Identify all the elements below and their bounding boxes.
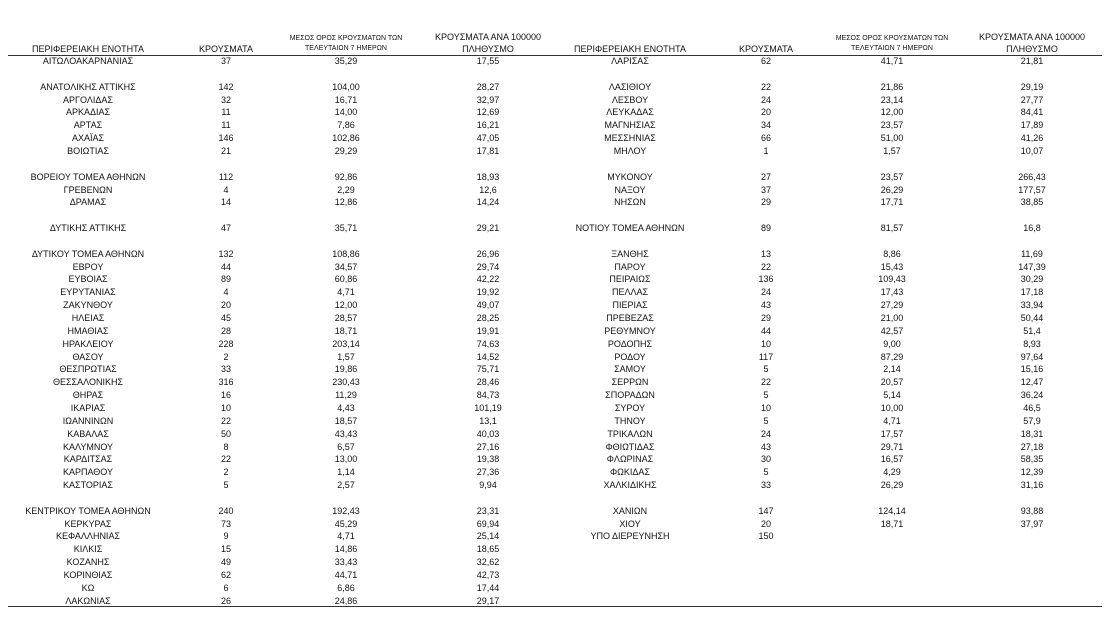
left-avg-cell: 1,14 [337, 467, 355, 478]
right-per-cell: 38,85 [1020, 197, 1044, 208]
right-avg-cell: 26,29 [880, 184, 904, 195]
left-region-cell: ΙΚΑΡΙΑΣ [70, 402, 106, 413]
right-avg-cell: 5,14 [883, 390, 901, 401]
right-region-cell: ΦΩΚΙΔΑΣ [610, 467, 650, 478]
right-cases-cell: 24 [760, 428, 771, 439]
left-region-cell: ΓΡΕΒΕΝΩΝ [63, 184, 113, 195]
left-avg-cell: 14,00 [334, 107, 358, 118]
right-avg-cell: 9,00 [883, 338, 901, 349]
left-per-cell: 75,71 [476, 364, 500, 375]
left-avg-cell: 19,86 [334, 364, 358, 375]
right-cases-cell: 29 [760, 313, 771, 323]
right-avg-cell: 4,29 [883, 467, 901, 478]
left-cases-cell: 50 [220, 428, 231, 439]
right-per-cell: 12,47 [1020, 377, 1044, 388]
right-cases-cell: 34 [760, 120, 771, 131]
left-per-cell: 18,65 [476, 544, 500, 555]
right-cases-cell: 1 [763, 145, 769, 156]
left-cases-cell: 11 [221, 107, 231, 118]
left-region-cell: ΑΙΤΩΛΟΑΚΑΡΝΑΝΙΑΣ [42, 56, 134, 66]
right-region-cell: ΝΟΤΙΟΥ ΤΟΜΕΑ ΑΘΗΝΩΝ [575, 223, 685, 234]
left-avg-cell: 104,00 [332, 81, 360, 92]
right-cases-cell: 27 [760, 171, 771, 182]
left-region-cell: ΑΡΓΟΛΙΔΑΣ [63, 94, 113, 105]
header-per-right-line1: ΚΡΟΥΣΜΑΤΑ ΑΝΑ 100000 [979, 32, 1085, 42]
right-avg-cell: 27,29 [880, 300, 904, 311]
left-region-cell: ΛΑΚΩΝΙΑΣ [65, 595, 111, 606]
right-avg-cell: 20,57 [880, 377, 904, 388]
right-region-cell: ΣΠΟΡΑΔΩΝ [605, 390, 655, 401]
left-region-cell: ΑΧΑΪΑΣ [71, 133, 105, 144]
left-cases-cell: 240 [218, 505, 234, 516]
left-per-cell: 19,38 [476, 454, 500, 465]
right-avg-cell: 21,86 [880, 81, 904, 92]
right-cases-cell: 5 [763, 364, 769, 375]
right-cases-cell: 22 [760, 377, 771, 388]
left-cases-cell: 33 [220, 364, 231, 375]
left-cases-cell: 2 [223, 351, 229, 362]
right-per-cell: 58,35 [1020, 454, 1044, 465]
right-cases-cell: 13 [760, 248, 771, 259]
left-cases-cell: 112 [218, 171, 234, 182]
left-region-cell: ΘΕΣΠΡΩΤΙΑΣ [59, 364, 117, 375]
right-region-cell: ΡΕΘΥΜΝΟΥ [604, 325, 656, 336]
left-per-cell: 25,14 [476, 531, 500, 542]
left-avg-cell: 18,57 [334, 415, 358, 426]
header-avg-right-line1: ΜΕΣΟΣ ΟΡΟΣ ΚΡΟΥΣΜΑΤΩΝ ΤΩΝ [835, 35, 949, 42]
left-per-cell: 23,31 [476, 505, 500, 516]
right-region-cell: ΛΕΣΒΟΥ [611, 94, 649, 105]
left-avg-cell: 18,71 [334, 325, 358, 336]
header-per-left-line1: ΚΡΟΥΣΜΑΤΑ ΑΝΑ 100000 [435, 32, 541, 42]
right-per-cell: 17,89 [1020, 120, 1044, 131]
right-cases-cell: 44 [760, 325, 771, 336]
right-per-cell: 97,64 [1020, 351, 1044, 362]
right-region-cell: ΜΗΛΟΥ [613, 145, 647, 156]
left-cases-cell: 89 [220, 274, 231, 285]
right-avg-cell: 23,57 [880, 120, 904, 131]
left-per-cell: 12,6 [479, 184, 497, 195]
left-per-cell: 13,1 [479, 415, 497, 426]
header-region-right: ΠΕΡΙΦΕΡΕΙΑΚΗ ΕΝΟΤΗΤΑ [573, 44, 687, 54]
left-per-cell: 28,25 [476, 313, 500, 323]
right-cases-cell: 117 [758, 351, 774, 362]
header-cases-right: ΚΡΟΥΣΜΑΤΑ [739, 44, 793, 54]
left-region-cell: ΑΡΚΑΔΙΑΣ [65, 107, 111, 118]
right-per-cell: 17,18 [1020, 287, 1044, 298]
left-avg-cell: 2,57 [337, 480, 355, 491]
left-region-cell: ΗΛΕΙΑΣ [71, 313, 105, 323]
left-cases-cell: 20 [220, 300, 231, 311]
left-per-cell: 29,21 [476, 223, 500, 234]
header-per-right-line2: ΠΛΗΘΥΣΜΟ [1006, 44, 1058, 54]
header-avg-right-line2: ΤΕΛΕΥΤΑΙΩΝ 7 ΗΜΕΡΩΝ [851, 45, 933, 52]
right-avg-cell: 42,57 [880, 325, 904, 336]
right-per-cell: 36,24 [1020, 390, 1044, 401]
right-avg-cell: 12,00 [880, 107, 904, 118]
left-cases-cell: 5 [223, 480, 229, 491]
left-per-cell: 14,24 [476, 197, 500, 208]
left-cases-cell: 4 [223, 287, 229, 298]
right-region-cell: ΜΑΓΝΗΣΙΑΣ [604, 120, 656, 131]
left-region-cell: ΒΟΡΕΙΟΥ ΤΟΜΕΑ ΑΘΗΝΩΝ [30, 171, 146, 182]
right-cases-cell: 22 [760, 81, 771, 92]
left-region-cell: ΚΟΖΑΝΗΣ [66, 557, 110, 568]
right-avg-cell: 26,29 [880, 480, 904, 491]
left-avg-cell: 28,57 [334, 313, 358, 323]
left-cases-cell: 14 [220, 197, 231, 208]
left-region-cell: ΕΥΒΟΙΑΣ [68, 274, 108, 285]
left-per-cell: 16,21 [476, 120, 500, 131]
left-avg-cell: 6,57 [337, 441, 355, 452]
right-region-cell: ΤΡΙΚΑΛΩΝ [607, 428, 653, 439]
right-per-cell: 21,81 [1020, 56, 1044, 66]
left-cases-cell: 26 [220, 595, 231, 606]
left-region-cell: ΘΗΡΑΣ [72, 390, 104, 401]
right-per-cell: 93,88 [1020, 505, 1044, 516]
left-per-cell: 69,94 [476, 518, 500, 529]
right-avg-cell: 17,57 [880, 428, 904, 439]
left-avg-cell: 108,86 [332, 248, 360, 259]
right-region-cell: ΠΕΛΛΑΣ [611, 287, 649, 298]
left-cases-cell: 146 [218, 133, 234, 144]
left-cases-cell: 44 [220, 261, 231, 272]
left-region-cell: ΚΑΛΥΜΝΟΥ [62, 441, 114, 452]
left-per-cell: 9,94 [479, 480, 497, 491]
right-avg-cell: 2,14 [883, 364, 901, 375]
right-cases-cell: 43 [760, 441, 771, 452]
left-region-cell: ΒΟΙΩΤΙΑΣ [67, 145, 109, 156]
right-per-cell: 29,19 [1020, 81, 1044, 92]
left-region-cell: ΚΑΡΔΙΤΣΑΣ [63, 454, 113, 465]
left-avg-cell: 11,29 [335, 390, 357, 401]
left-cases-cell: 9 [223, 531, 229, 542]
right-avg-cell: 81,57 [880, 223, 904, 234]
left-avg-cell: 29,29 [334, 145, 358, 156]
right-per-cell: 27,18 [1020, 441, 1044, 452]
right-cases-cell: 30 [760, 454, 771, 465]
left-avg-cell: 12,00 [334, 300, 358, 311]
right-per-cell: 50,44 [1020, 313, 1044, 323]
right-avg-cell: 23,14 [880, 94, 904, 105]
right-region-cell: ΤΗΝΟΥ [614, 415, 646, 426]
left-region-cell: ΕΒΡΟΥ [72, 261, 104, 272]
right-region-cell: ΧΑΝΙΩΝ [612, 505, 648, 516]
right-avg-cell: 23,57 [880, 171, 904, 182]
left-cases-cell: 6 [223, 582, 229, 593]
left-avg-cell: 230,43 [332, 377, 360, 388]
right-avg-cell: 17,71 [880, 197, 904, 208]
right-per-cell: 147,39 [1018, 261, 1046, 272]
right-per-cell: 30,29 [1020, 274, 1044, 285]
right-region-cell: ΠΑΡΟΥ [614, 261, 646, 272]
left-per-cell: 27,16 [476, 441, 500, 452]
left-per-cell: 32,97 [476, 94, 500, 105]
right-cases-cell: 10 [760, 402, 771, 413]
right-per-cell: 27,77 [1020, 94, 1044, 105]
left-region-cell: ΔΡΑΜΑΣ [69, 197, 107, 208]
right-cases-cell: 22 [760, 261, 771, 272]
header-avg-left-line2: ΤΕΛΕΥΤΑΙΩΝ 7 ΗΜΕΡΩΝ [305, 45, 387, 52]
left-avg-cell: 7,86 [337, 120, 355, 131]
left-region-cell: ΘΑΣΟΥ [72, 351, 104, 362]
right-avg-cell: 1,57 [883, 145, 901, 156]
right-avg-cell: 17,43 [880, 287, 904, 298]
left-avg-cell: 14,86 [334, 544, 358, 555]
left-per-cell: 47,05 [476, 133, 500, 144]
right-per-cell: 46,5 [1023, 402, 1041, 413]
right-cases-cell: 62 [760, 56, 771, 66]
right-cases-cell: 33 [760, 480, 771, 491]
left-avg-cell: 34,57 [334, 261, 358, 272]
right-cases-cell: 66 [760, 133, 771, 144]
right-per-cell: 84,41 [1020, 107, 1044, 118]
right-region-cell: ΣΑΜΟΥ [614, 364, 646, 375]
right-cases-cell: 29 [760, 197, 771, 208]
left-per-cell: 28,27 [476, 81, 500, 92]
right-region-cell: ΡΟΔΟΥ [614, 351, 646, 362]
right-per-cell: 11,69 [1021, 248, 1043, 259]
left-avg-cell: 203,14 [332, 338, 360, 349]
right-region-cell: ΧΙΟΥ [619, 518, 641, 529]
left-region-cell: ΗΜΑΘΙΑΣ [67, 325, 109, 336]
left-avg-cell: 44,71 [334, 570, 358, 580]
left-cases-cell: 49 [220, 557, 231, 568]
right-per-cell: 266,43 [1018, 171, 1046, 182]
right-cases-cell: 10 [760, 338, 771, 349]
right-cases-cell: 136 [758, 274, 774, 285]
right-per-cell: 8,93 [1023, 338, 1041, 349]
left-region-cell: ΚΕΡΚΥΡΑΣ [64, 518, 112, 529]
right-region-cell: ΠΡΕΒΕΖΑΣ [606, 313, 654, 323]
left-cases-cell: 132 [218, 248, 234, 259]
left-cases-cell: 142 [218, 81, 234, 92]
left-per-cell: 101,19 [474, 402, 502, 413]
right-cases-cell: 20 [760, 107, 771, 118]
left-per-cell: 29,74 [476, 261, 500, 272]
right-avg-cell: 41,71 [880, 56, 904, 66]
left-per-cell: 29,17 [476, 595, 500, 606]
left-per-cell: 42,22 [476, 274, 500, 285]
right-avg-cell: 8,86 [883, 248, 901, 259]
left-cases-cell: 47 [220, 223, 231, 234]
left-per-cell: 26,96 [476, 248, 500, 259]
right-avg-cell: 87,29 [880, 351, 904, 362]
left-per-cell: 40,03 [476, 428, 500, 439]
left-region-cell: ΚΕΝΤΡΙΚΟΥ ΤΟΜΕΑ ΑΘΗΝΩΝ [25, 505, 151, 516]
right-cases-cell: 20 [760, 518, 771, 529]
right-region-cell: ΛΑΣΙΘΙΟΥ [608, 81, 652, 92]
left-avg-cell: 6,86 [337, 582, 355, 593]
left-avg-cell: 45,29 [334, 518, 358, 529]
right-region-cell: ΡΟΔΟΠΗΣ [607, 338, 653, 349]
right-per-cell: 10,07 [1020, 145, 1044, 156]
left-avg-cell: 92,86 [334, 171, 358, 182]
right-cases-cell: 5 [763, 390, 769, 401]
left-cases-cell: 73 [220, 518, 231, 529]
right-avg-cell: 18,71 [880, 518, 904, 529]
right-cases-cell: 43 [760, 300, 771, 311]
left-cases-cell: 32 [220, 94, 231, 105]
right-cases-cell: 5 [763, 415, 769, 426]
left-avg-cell: 35,29 [334, 56, 358, 66]
left-cases-cell: 22 [220, 415, 231, 426]
left-per-cell: 17,81 [476, 145, 500, 156]
header-cases-left: ΚΡΟΥΣΜΑΤΑ [199, 44, 253, 54]
right-cases-cell: 24 [760, 94, 771, 105]
right-avg-cell: 29,71 [880, 441, 904, 452]
left-avg-cell: 12,86 [334, 197, 358, 208]
left-avg-cell: 35,71 [334, 223, 358, 234]
right-per-cell: 18,31 [1020, 428, 1044, 439]
left-per-cell: 19,91 [476, 325, 500, 336]
left-cases-cell: 28 [220, 325, 231, 336]
right-region-cell: ΣΥΡΟΥ [614, 402, 646, 413]
right-cases-cell: 5 [763, 467, 769, 478]
right-region-cell: ΜΥΚΟΝΟΥ [607, 171, 653, 182]
left-per-cell: 84,73 [476, 390, 500, 401]
right-region-cell: ΣΕΡΡΩΝ [611, 377, 649, 388]
right-region-cell: ΦΛΩΡΙΝΑΣ [606, 454, 654, 465]
right-avg-cell: 16,57 [880, 454, 904, 465]
right-cases-cell: 89 [760, 223, 771, 234]
right-per-cell: 33,94 [1020, 300, 1044, 311]
right-per-cell: 57,9 [1023, 415, 1041, 426]
right-per-cell: 12,39 [1020, 467, 1044, 478]
right-per-cell: 16,8 [1023, 223, 1041, 234]
left-cases-cell: 22 [220, 454, 231, 465]
right-region-cell: ΞΑΝΘΗΣ [611, 248, 649, 259]
right-avg-cell: 124,14 [878, 505, 906, 516]
left-region-cell: ΙΩΑΝΝΙΝΩΝ [62, 415, 114, 426]
right-per-cell: 15,16 [1020, 364, 1044, 375]
left-avg-cell: 13,00 [334, 454, 358, 465]
left-avg-cell: 1,57 [337, 351, 355, 362]
left-region-cell: ΖΑΚΥΝΘΟΥ [63, 300, 113, 311]
left-avg-cell: 102,86 [332, 133, 360, 144]
right-region-cell: ΦΘΙΩΤΙΔΑΣ [605, 441, 655, 452]
right-avg-cell: 51,00 [880, 133, 904, 144]
left-per-cell: 18,93 [476, 171, 500, 182]
right-region-cell: ΝΑΞΟΥ [614, 184, 646, 195]
left-region-cell: ΚΑΒΑΛΑΣ [67, 428, 109, 439]
header-avg-left-line1: ΜΕΣΟΣ ΟΡΟΣ ΚΡΟΥΣΜΑΤΩΝ ΤΩΝ [289, 35, 403, 42]
left-region-cell: ΚΩ [81, 582, 95, 593]
left-avg-cell: 16,71 [334, 94, 358, 105]
left-cases-cell: 4 [223, 184, 229, 195]
right-cases-cell: 24 [760, 287, 771, 298]
left-cases-cell: 10 [220, 402, 231, 413]
right-per-cell: 177,57 [1018, 184, 1046, 195]
left-avg-cell: 33,43 [334, 557, 358, 568]
right-avg-cell: 21,00 [880, 313, 904, 323]
left-avg-cell: 4,71 [337, 287, 355, 298]
left-per-cell: 17,44 [476, 582, 500, 593]
right-region-cell: ΧΑΛΚΙΔΙΚΗΣ [603, 480, 657, 491]
left-cases-cell: 2 [223, 467, 229, 478]
right-per-cell: 51,4 [1023, 325, 1041, 336]
left-cases-cell: 16 [220, 390, 231, 401]
left-region-cell: ΗΡΑΚΛΕΙΟΥ [62, 338, 114, 349]
left-per-cell: 32,62 [476, 557, 500, 568]
right-cases-cell: 147 [758, 505, 774, 516]
left-cases-cell: 21 [220, 145, 231, 156]
left-per-cell: 27,36 [476, 467, 500, 478]
left-cases-cell: 15 [220, 544, 231, 555]
left-region-cell: ΚΑΡΠΑΘΟΥ [62, 467, 114, 478]
right-region-cell: ΝΗΣΩΝ [614, 197, 646, 208]
right-region-cell: ΛΑΡΙΣΑΣ [611, 56, 649, 66]
left-region-cell: ΔΥΤΙΚΟΥ ΤΟΜΕΑ ΑΘΗΝΩΝ [31, 248, 145, 259]
right-region-cell: ΠΕΙΡΑΙΩΣ [609, 274, 651, 285]
left-avg-cell: 43,43 [334, 428, 358, 439]
left-region-cell: ΚΟΡΙΝΘΙΑΣ [63, 570, 113, 580]
left-avg-cell: 2,29 [337, 184, 355, 195]
left-per-cell: 28,46 [476, 377, 500, 388]
left-cases-cell: 316 [218, 377, 234, 388]
left-cases-cell: 11 [221, 120, 231, 131]
left-region-cell: ΚΑΣΤΟΡΙΑΣ [63, 480, 113, 491]
right-region-cell: ΠΙΕΡΙΑΣ [612, 300, 648, 311]
left-avg-cell: 192,43 [332, 505, 360, 516]
left-region-cell: ΔΥΤΙΚΗΣ ΑΤΤΙΚΗΣ [49, 223, 127, 234]
right-cases-cell: 37 [760, 184, 771, 195]
left-region-cell: ΑΝΑΤΟΛΙΚΗΣ ΑΤΤΙΚΗΣ [40, 81, 136, 92]
left-per-cell: 42,73 [476, 570, 500, 580]
right-avg-cell: 109,43 [878, 274, 906, 285]
left-cases-cell: 8 [223, 441, 229, 452]
bottom-rule [8, 606, 1102, 607]
left-avg-cell: 60,86 [334, 274, 358, 285]
left-per-cell: 19,92 [476, 287, 500, 298]
header-region-left: ΠΕΡΙΦΕΡΕΙΑΚΗ ΕΝΟΤΗΤΑ [31, 44, 145, 54]
left-avg-cell: 4,71 [337, 531, 355, 542]
left-avg-cell: 4,43 [337, 402, 355, 413]
header-per-left-line2: ΠΛΗΘΥΣΜΟ [462, 44, 514, 54]
left-region-cell: ΑΡΤΑΣ [73, 120, 103, 131]
left-region-cell: ΕΥΡΥΤΑΝΙΑΣ [60, 287, 116, 298]
left-per-cell: 17,55 [476, 56, 500, 66]
right-per-cell: 31,16 [1020, 480, 1044, 491]
left-cases-cell: 45 [220, 313, 231, 323]
left-region-cell: ΚΙΛΚΙΣ [73, 544, 103, 555]
left-per-cell: 12,69 [476, 107, 500, 118]
left-per-cell: 74,63 [476, 338, 500, 349]
right-avg-cell: 15,43 [880, 261, 904, 272]
right-region-cell: ΛΕΥΚΑΔΑΣ [606, 107, 654, 118]
left-region-cell: ΚΕΦΑΛΛΗΝΙΑΣ [55, 531, 121, 542]
right-per-cell: 37,97 [1020, 518, 1044, 529]
right-cases-cell: 150 [758, 531, 774, 542]
right-avg-cell: 10,00 [880, 402, 904, 413]
right-per-cell: 41,26 [1020, 133, 1044, 144]
left-per-cell: 49,07 [476, 300, 500, 311]
right-avg-cell: 4,71 [883, 415, 901, 426]
left-cases-cell: 37 [220, 56, 231, 66]
left-cases-cell: 228 [218, 338, 234, 349]
left-region-cell: ΘΕΣΣΑΛΟΝΙΚΗΣ [52, 377, 124, 388]
right-region-cell: ΥΠΟ ΔΙΕΡΕΥΝΗΣΗ [590, 531, 670, 542]
left-per-cell: 14,52 [476, 351, 500, 362]
left-cases-cell: 62 [220, 570, 231, 580]
left-avg-cell: 24,86 [334, 595, 358, 606]
right-region-cell: ΜΕΣΣΗΝΙΑΣ [604, 133, 656, 144]
